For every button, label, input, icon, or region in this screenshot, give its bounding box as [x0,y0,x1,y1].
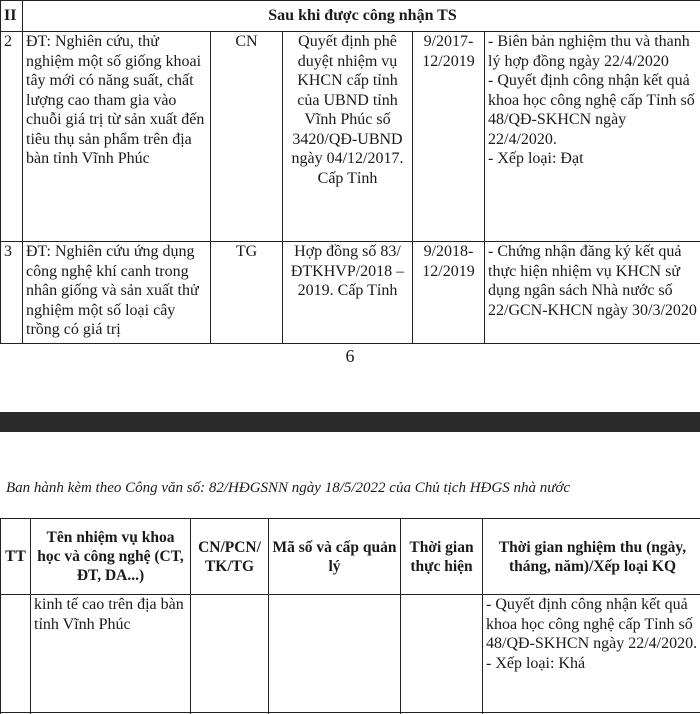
header-duration: Thời gian thực hiện [401,519,483,595]
result-cell: - Chứng nhận đăng ký kết quả thực hiện nhiệm vụ KHCN sử dụng ngân sách Nhà nước số 22/GCN-KHCN ngày 30/3/2020 [485,242,700,344]
header-task-name: Tên nhiệm vụ khoa học và công nghệ (CT, ĐT, DA...) [31,519,191,595]
role-cell [191,595,269,713]
duration-cell: 9/2018- 12/2019 [413,242,485,344]
section-title: Sau khi được công nhận TS [23,1,700,32]
task-table-continued [0,0,700,344]
table-header-row [1,519,700,595]
code-cell [269,595,401,713]
section-number: II [1,1,23,32]
task-table [0,518,700,714]
table-row [1,32,700,242]
page-separator [0,412,700,432]
table-row [1,595,700,713]
row-number: 2 [1,32,23,242]
role-cell: TG [211,242,283,344]
result-cell: - Biên bản nghiệm thu và thanh lý hợp đồng ngày 22/4/2020 - Quyết định công nhận kết quả khoa học công nghệ cấp Tỉnh số 48/QĐ-SKHCN ngày 22/4/2020. - Xếp loại: Đạt [485,32,700,242]
document-page-bottom [0,432,700,714]
row-number: 3 [1,242,23,344]
section-header-row [1,1,700,32]
header-role: CN/PCN/ TK/TG [191,519,269,595]
table-row [1,242,700,344]
header-code: Mã số và cấp quản lý [269,519,401,595]
code-cell: Quyết định phê duyệt nhiệm vụ KHCN cấp tỉnh của UBND tỉnh Vĩnh Phúc số 3420/QĐ-UBND ngày 04/12/2017. Cấp Tỉnh [283,32,413,242]
document-caption: Ban hành kèm theo Công văn số: 82/HĐGSNN ngày 18/5/2022 của Chủ tịch HĐGS nhà nước [6,480,571,496]
role-cell: CN [211,32,283,242]
header-result: Thời gian nghiệm thu (ngày, tháng, năm)/Xếp loại KQ [483,519,700,595]
duration-cell [401,595,483,713]
page-number: 6 [345,346,355,366]
task-name: ĐT: Nghiên cứu ứng dụng công nghệ khí canh trong nhân giống và sản xuất thử nghiệm một số loại cây trồng có giá trị [23,242,211,344]
task-name: kinh tế cao trên địa bàn tỉnh Vĩnh Phúc [31,595,191,713]
header-tt: TT [1,519,31,595]
row-number [1,595,31,713]
code-cell: Hợp đồng số 83/ĐTKHVP/2018 – 2019. Cấp Tỉnh [283,242,413,344]
result-cell: - Quyết định công nhận kết quả khoa học công nghệ cấp Tỉnh số 48/QĐ-SKHCN ngày 22/4/2020. - Xếp loại: Khá [483,595,700,713]
task-name: ĐT: Nghiên cứu, thử nghiệm một số giống khoai tây mới có năng suất, chất lượng cao tham gia vào chuỗi giá trị từ sản xuất đến tiêu thụ sản phẩm trên địa bàn tỉnh Vĩnh Phúc [23,32,211,242]
duration-cell: 9/2017- 12/2019 [413,32,485,242]
